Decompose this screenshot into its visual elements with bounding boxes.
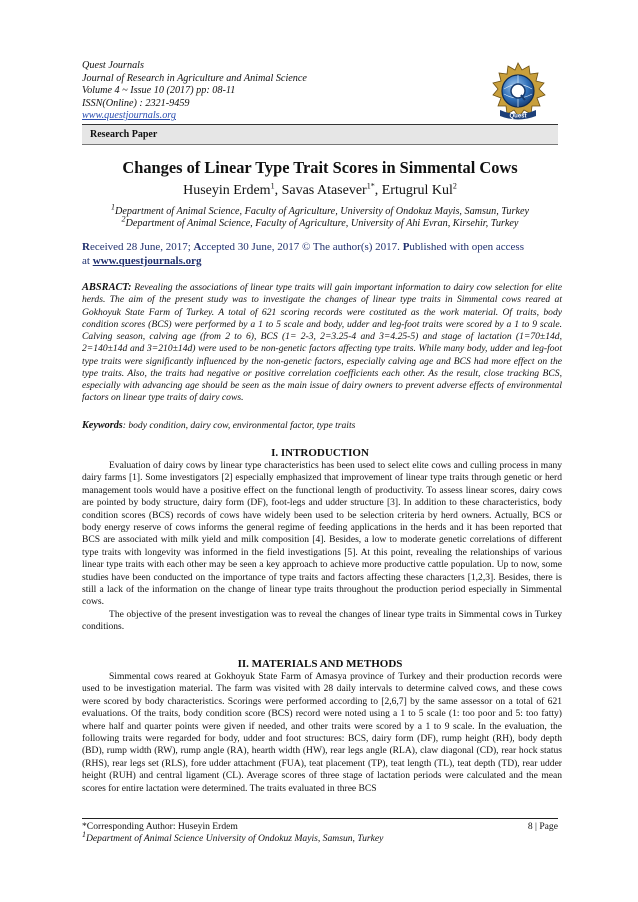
journal-full-name: Journal of Research in Agriculture and Animal Science: [82, 72, 307, 84]
paragraph: Evaluation of dairy cows by linear type characteristics has been used to select elite cows and culling process in many dairy farms [1]. Some investigators [2] especially emphasized that improvement of linear type traits through genetic or herd management tools would have a positive effect on the functional length of productivity. To assess linear scores, dairy cows are pointed by body structure, dairy form (DF), foot-legs and udder structure [3]. In addition to these characteristics, body condition scores (BCS) records of cows have widely been used to be selection criteria by herd owners. Actually, BCS or body energy reserve of cows informs the general regime of feeding applications in the herds and it has been reported that BCS are associated with milk yield and milk composition [4]. Besides, a low to moderate genetic correlations of different type traits with longevity was informed in the field investigations [5]. At this point, revealing the relationships of various linear type traits with each other may be seen a key approach to achieve more productive cattle population. Up to now, some studies have been conducted on the importance of type traits and factors affecting these characters [1,2,3]. Besides, there is still a lack of the information on the change of linear type traits throughout the production period especially in Simmental cows.: [82, 460, 562, 608]
paper-type-label: Research Paper: [90, 129, 158, 140]
at-text: at: [82, 255, 93, 267]
affiliation-1: [82, 202, 558, 217]
footer-divider: [82, 818, 558, 819]
published-note: ublished with open access: [409, 241, 524, 253]
affiliation-1-text: Department of Animal Science, Faculty of Agriculture, University of Ondokuz Mayis, Samsun, Turkey: [114, 206, 530, 217]
abstract-text: Revealing the associations of linear type traits will gain important information to dairy cow: [134, 282, 492, 293]
open-access-link[interactable]: www.questjournals.org: [92, 255, 202, 267]
journal-volume: Volume 4 ~ Issue 10 (2017) pp: 08-11: [82, 85, 236, 97]
author-name: Huseyin Erdem: [183, 183, 271, 198]
affiliation-2-text: Department of Animal Science, Faculty of Agriculture, University of Ahi Evran, Kirsehir, Turkey: [125, 218, 519, 229]
author-separator: ,: [374, 183, 382, 198]
abstract-text: factors on linear type traits of dairy cows.: [82, 392, 244, 404]
section-heading-introduction: I. INTRODUCTION: [271, 447, 369, 459]
publication-dates: [82, 240, 562, 268]
accepted-date: ccepted 30 June, 2017 © The author(s) 2017.: [201, 241, 403, 253]
abstract: [82, 282, 562, 405]
abstract-label: ABSRACT:: [82, 282, 132, 293]
footer-affiliation: [82, 829, 558, 844]
published-initial: P: [402, 241, 410, 253]
corresponding-author: *Corresponding Author: Huseyin Erdem: [82, 821, 238, 832]
abstract-text: work material. Of traits, body condition scores (BCS) were performed by a 1 to 5 scale and body, udder and: [82, 306, 563, 330]
author-affiliation-marker: 1: [270, 181, 275, 191]
keywords-label: Keywords: [82, 420, 123, 431]
paper-title: Changes of Linear Type Trait Scores in Simmental Cows: [122, 158, 518, 177]
author-affiliation-marker: 2: [452, 181, 457, 191]
journal-website-link[interactable]: www.questjournals.org: [82, 110, 176, 122]
paper-type-bar: [82, 124, 558, 145]
author-separator: ,: [274, 183, 282, 198]
journal-header: [82, 60, 482, 123]
footer-corresponding: [82, 821, 558, 832]
abstract-text: advancing age should be seen as the main issue of dairy owners to prevent adverse effects of environmental: [142, 380, 562, 391]
abstract-text: leg-foot traits were scored by a 1 to 9 scale. Calving season, calving age (from 2 to 6), BCS (1= 2-3, 2=3.25-4: [82, 318, 563, 342]
footer-affiliation-marker: 1: [82, 829, 86, 839]
keywords-text: : body condition, dairy cow, environmental factor, type traits: [122, 420, 356, 431]
logo-text: Quest: [509, 113, 527, 120]
journal-name: Quest Journals: [82, 60, 144, 71]
author-list: [82, 183, 558, 199]
introduction-body: [82, 460, 562, 634]
abstract-text: Simmental cows reared at Gokhoyuk State Farm of Turkey. A total of 621 scoring records were costituted as the: [82, 294, 563, 318]
materials-methods-body: [82, 671, 562, 795]
author-name: Ertugrul Kul: [381, 183, 453, 198]
abstract-text: non-genetic factors, especially calving age and BCS had more effect on the type traits. Also, the traits had: [82, 355, 562, 379]
section-heading-materials-methods: II. MATERIALS AND METHODS: [237, 658, 403, 670]
journal-issn: ISSN(Online) : 2321-9459: [82, 97, 190, 109]
affiliation-2-marker: 2: [121, 214, 126, 224]
abstract-text: and 3=4.25-5) and stage of lactation (1=70±14d, 2=140±14d and 3=210±14d) were used to be non-genetic: [82, 331, 562, 355]
abstract-text: factors affecting type traits. While many body, udder and leg-foot type traits were significantly influenced by the: [82, 343, 562, 367]
paragraph: The objective of the present investigation was to reveal the changes of linear type traits in Simmental cows in Turkey conditions.: [82, 608, 562, 633]
accepted-initial: A: [193, 241, 202, 253]
author-name: Savas Atasever: [281, 183, 367, 198]
author-affiliation-marker: 1*: [366, 181, 375, 191]
received-date: eceived 28 June, 2017;: [89, 241, 194, 253]
affiliation-2: [82, 214, 558, 229]
abstract-text: selection for elite herds. The aim of the present study was to investigate the changes of linear type traits in: [82, 282, 562, 306]
keywords: [82, 420, 562, 431]
quest-journals-logo: [486, 60, 550, 124]
affiliation-1-marker: 1: [110, 202, 115, 212]
page-number: 8 | Page: [527, 821, 558, 832]
footer-affiliation-text: Department of Animal Science University of Ondokuz Mayis, Samsun, Turkey: [86, 833, 384, 844]
paragraph: Simmental cows reared at Gokhoyuk State Farm of Amasya province of Turkey and their production records were used to be investigation material. The farm was visited with 28 daily intervals to determine calved cows, and these cows were scored by body characteristics. Scorings were performed according to [2,6,7] by the same assessor on a total of 621 evaluations. Of the traits, body condition score (BCS) record were noted using a 1 to 5 scale (1: too poor and 5: too fatty) where half and quarter points were given if needed, and other traits were scored by a 1 to 9 scale. In the evaluation, the following traits were regarded for body, udder and foot structures: BCS, dairy form (DF), rump height (RH), body depth (BD), rump width (RW), rump angle (RA), hearth width (HW), rear legs angle (RLA), claw diagonal (CD), rear hock status (RHS), rear legs set (RLS), fore udder attachment (FUA), teat placement (TP), teat length (TL), teat depth (TD), rear udder height (RUH) and central ligament (CL). Average scores of three stage of lactation periods were calculated and the mean scores for entire lactation were determined. The traits evaluated in three BCS: [82, 671, 562, 794]
abstract-text: negative or positive correlation coefficients each other. As the result, close tracking BCS, especially with: [82, 367, 562, 391]
received-initial: R: [82, 241, 90, 253]
